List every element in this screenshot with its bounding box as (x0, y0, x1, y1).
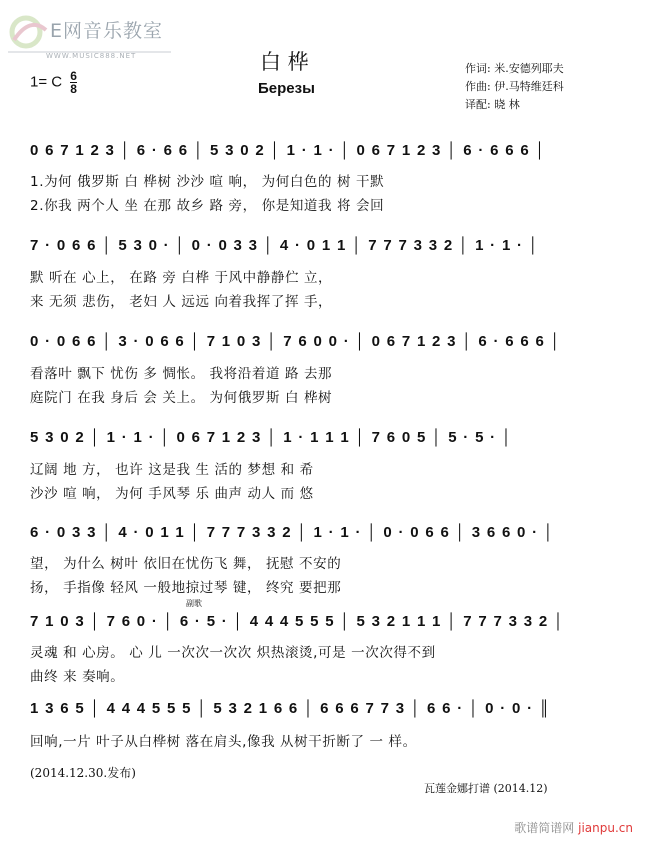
lyrics-line-3-verse-2: 庭院门 在我 身后 会 关上。 为何俄罗斯 白 桦树 (30, 390, 333, 406)
site-url: WWW.MUSIC888.NET (46, 52, 137, 60)
key-text: 1= C (30, 73, 63, 91)
lyrics-line-1-verse-1: 1.为何 俄罗斯 白 桦树 沙沙 喧 响， 为何白色的 树 干默 (30, 174, 385, 190)
lyrics-line-5-verse-1: 望， 为什么 树叶 依旧在忧伤飞 舞， 抚慰 不安的 (30, 556, 342, 572)
lyrics-line-6-verse-2: 曲终 来 奏响。 (30, 669, 125, 685)
time-denominator: 8 (70, 82, 77, 96)
notation-line-2: 7 · 0 6 6 │ 5 3 0 · │ 0 · 0 3 3 │ 4 · 0 1 1 │ 7 7 7 3 3 2 │ 1 · 1 · │ (30, 237, 540, 254)
notation-line-4: 5 3 0 2 │ 1 · 1 · │ 0 6 7 1 2 3 │ 1 · 1 1 1 │ 7 6 0 5 │ 5 · 5 · │ (30, 429, 513, 446)
lyrics-line-6-verse-1: 灵魂 和 心房。 心 儿 一次次一次次 炽热滚烫,可是 一次次得不到 (30, 645, 436, 661)
lyrics-line-5-verse-2: 扬， 手指像 轻风 一般地掠过琴 键， 终究 要把那 (30, 580, 342, 596)
lyricist-credit: 作词: 米.安德列耶夫 (465, 62, 564, 75)
lyrics-line-7-verse-1: 回响,一片 叶子从白桦树 落在肩头,像我 从树干折断了 一 样。 (30, 734, 417, 750)
watermark-domain: jianpu.cn (578, 821, 633, 835)
lyrics-line-2-verse-2: 来 无须 悲伤， 老妇 人 远远 向着我挥了挥 手， (30, 294, 333, 310)
chorus-annotation: 副歌 (186, 599, 202, 608)
notation-line-7: 1 3 6 5 │ 4 4 4 5 5 5 │ 5 3 2 1 6 6 │ 6 6 6 7 7 3 │ 6 6 · │ 0 · 0 · ║ (30, 700, 551, 717)
time-signature (70, 70, 77, 95)
translator-credit: 译配: 晓 林 (465, 98, 520, 111)
lyrics-line-4-verse-1: 辽阔 地 方， 也许 这是我 生 活的 梦想 和 希 (30, 462, 314, 478)
notation-line-1: 0 6 7 1 2 3 │ 6 · 6 6 │ 5 3 0 2 │ 1 · 1 · │ 0 6 7 1 2 3 │ 6 · 6 6 6 │ (30, 142, 547, 159)
notation-line-5: 6 · 0 3 3 │ 4 · 0 1 1 │ 7 7 7 3 3 2 │ 1 · 1 · │ 0 · 0 6 6 │ 3 6 6 0 · │ (30, 524, 555, 541)
watermark-site: 歌谱简谱网 (514, 821, 575, 835)
lyrics-line-4-verse-2: 沙沙 喧 响， 为何 手风琴 乐 曲声 动人 而 悠 (30, 486, 314, 502)
lyrics-line-2-verse-1: 默 听在 心上， 在路 旁 白桦 于风中静静伫 立， (30, 270, 333, 286)
lyrics-line-1-verse-2: 2.你我 两个人 坐 在那 故乡 路 旁， 你是知道我 将 会回 (30, 198, 385, 214)
notation-line-3: 0 · 0 6 6 │ 3 · 0 6 6 │ 7 1 0 3 │ 7 6 0 0 · │ 0 6 7 1 2 3 │ 6 · 6 6 6 │ (30, 333, 562, 350)
publish-date: (2014.12.30.发布) (30, 766, 136, 780)
site-logo-text: E网音乐教室 (50, 20, 164, 42)
composer-credit: 作曲: 伊.马特维廷科 (465, 80, 564, 93)
notation-line-6: 7 1 0 3 │ 7 6 0 · │ 6 · 5 · │ 4 4 4 5 5 5 │ 5 3 2 1 1 1 │ 7 7 7 3 3 2 │ (30, 613, 565, 630)
watermark (514, 819, 633, 836)
song-subtitle: Березы (258, 80, 315, 97)
song-title: 白 桦 (260, 50, 309, 74)
key-signature (30, 70, 77, 95)
lyrics-line-3-verse-1: 看落叶 飘下 忧伤 多 惆怅。 我将沿着道 路 去那 (30, 366, 333, 382)
time-numerator: 6 (70, 69, 77, 83)
transcriber-credit: 瓦莲金娜打谱 (2014.12) (424, 782, 548, 795)
